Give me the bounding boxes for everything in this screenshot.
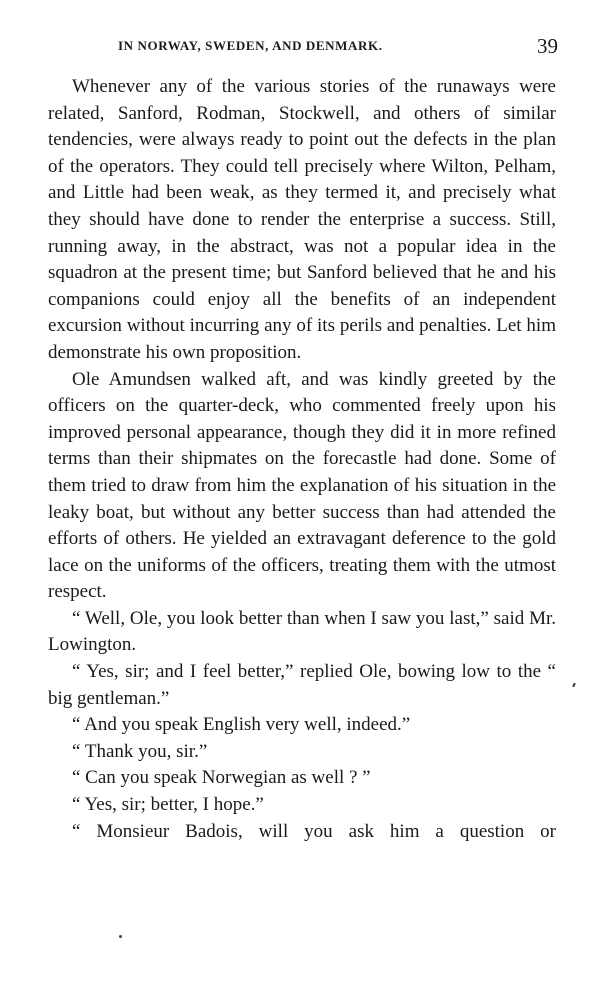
- dialogue-better: “ Yes, sir; better, I hope.”: [72, 794, 264, 816]
- paragraph-ole-amundsen: Ole Amundsen walked aft, and was kindly greeted by the officers on the quarter-deck, who commented freely upon his improved personal appearance, though they did it in more refined terms than their shipmates on the forecastle had done. Some of them tried to draw from him the explanation of his situation in the leaky boat, but without any better success than had attended the efforts of others. He yielded an extravagant deference to the gold lace on the uniforms of the officers, treating them with the utmost respect.: [48, 368, 556, 603]
- body-text: [48, 74, 556, 845]
- paragraph-sanford: Whenever any of the various stories of the runaways were related, Sanford, Rodman, Stockwell, and others of similar tendencies, were always ready to point out the defects in the plan of the operators. They could tell precisely where Wilton, Pelham, and Little had been weak, as they termed it, and precisely what they should have done to render the enterprise a success. Still, running away, in the abstract, was not a popular idea in the squadron at the present time; but Sanford believed that he and his companions could enjoy all the benefits of an independent excursion without incurring any of its perils and penalties. Let him demonstrate his own proposition.: [48, 76, 556, 363]
- dialogue-badois: “ Monsieur Badois, will you ask him a question or: [72, 820, 556, 842]
- dialogue-thank-you: “ Thank you, sir.”: [72, 740, 208, 762]
- dialogue-ole-reply: “ Yes, sir; and I feel better,” replied Ole, bowing low to the “ big gentleman.”: [48, 661, 556, 709]
- dialogue-norwegian: “ Can you speak Norwegian as well ? ”: [72, 767, 371, 789]
- dialogue-lowington: “ Well, Ole, you look better than when I saw you last,” said Mr. Lowington.: [48, 607, 556, 656]
- dialogue-english: “ And you speak English very well, indeed.”: [72, 714, 411, 736]
- ink-dot: [119, 935, 122, 938]
- running-title: IN NORWAY, SWEDEN, AND DENMARK.: [118, 38, 383, 53]
- running-head: [48, 34, 558, 64]
- page-number: 39: [537, 34, 558, 58]
- ink-speck: [572, 683, 576, 687]
